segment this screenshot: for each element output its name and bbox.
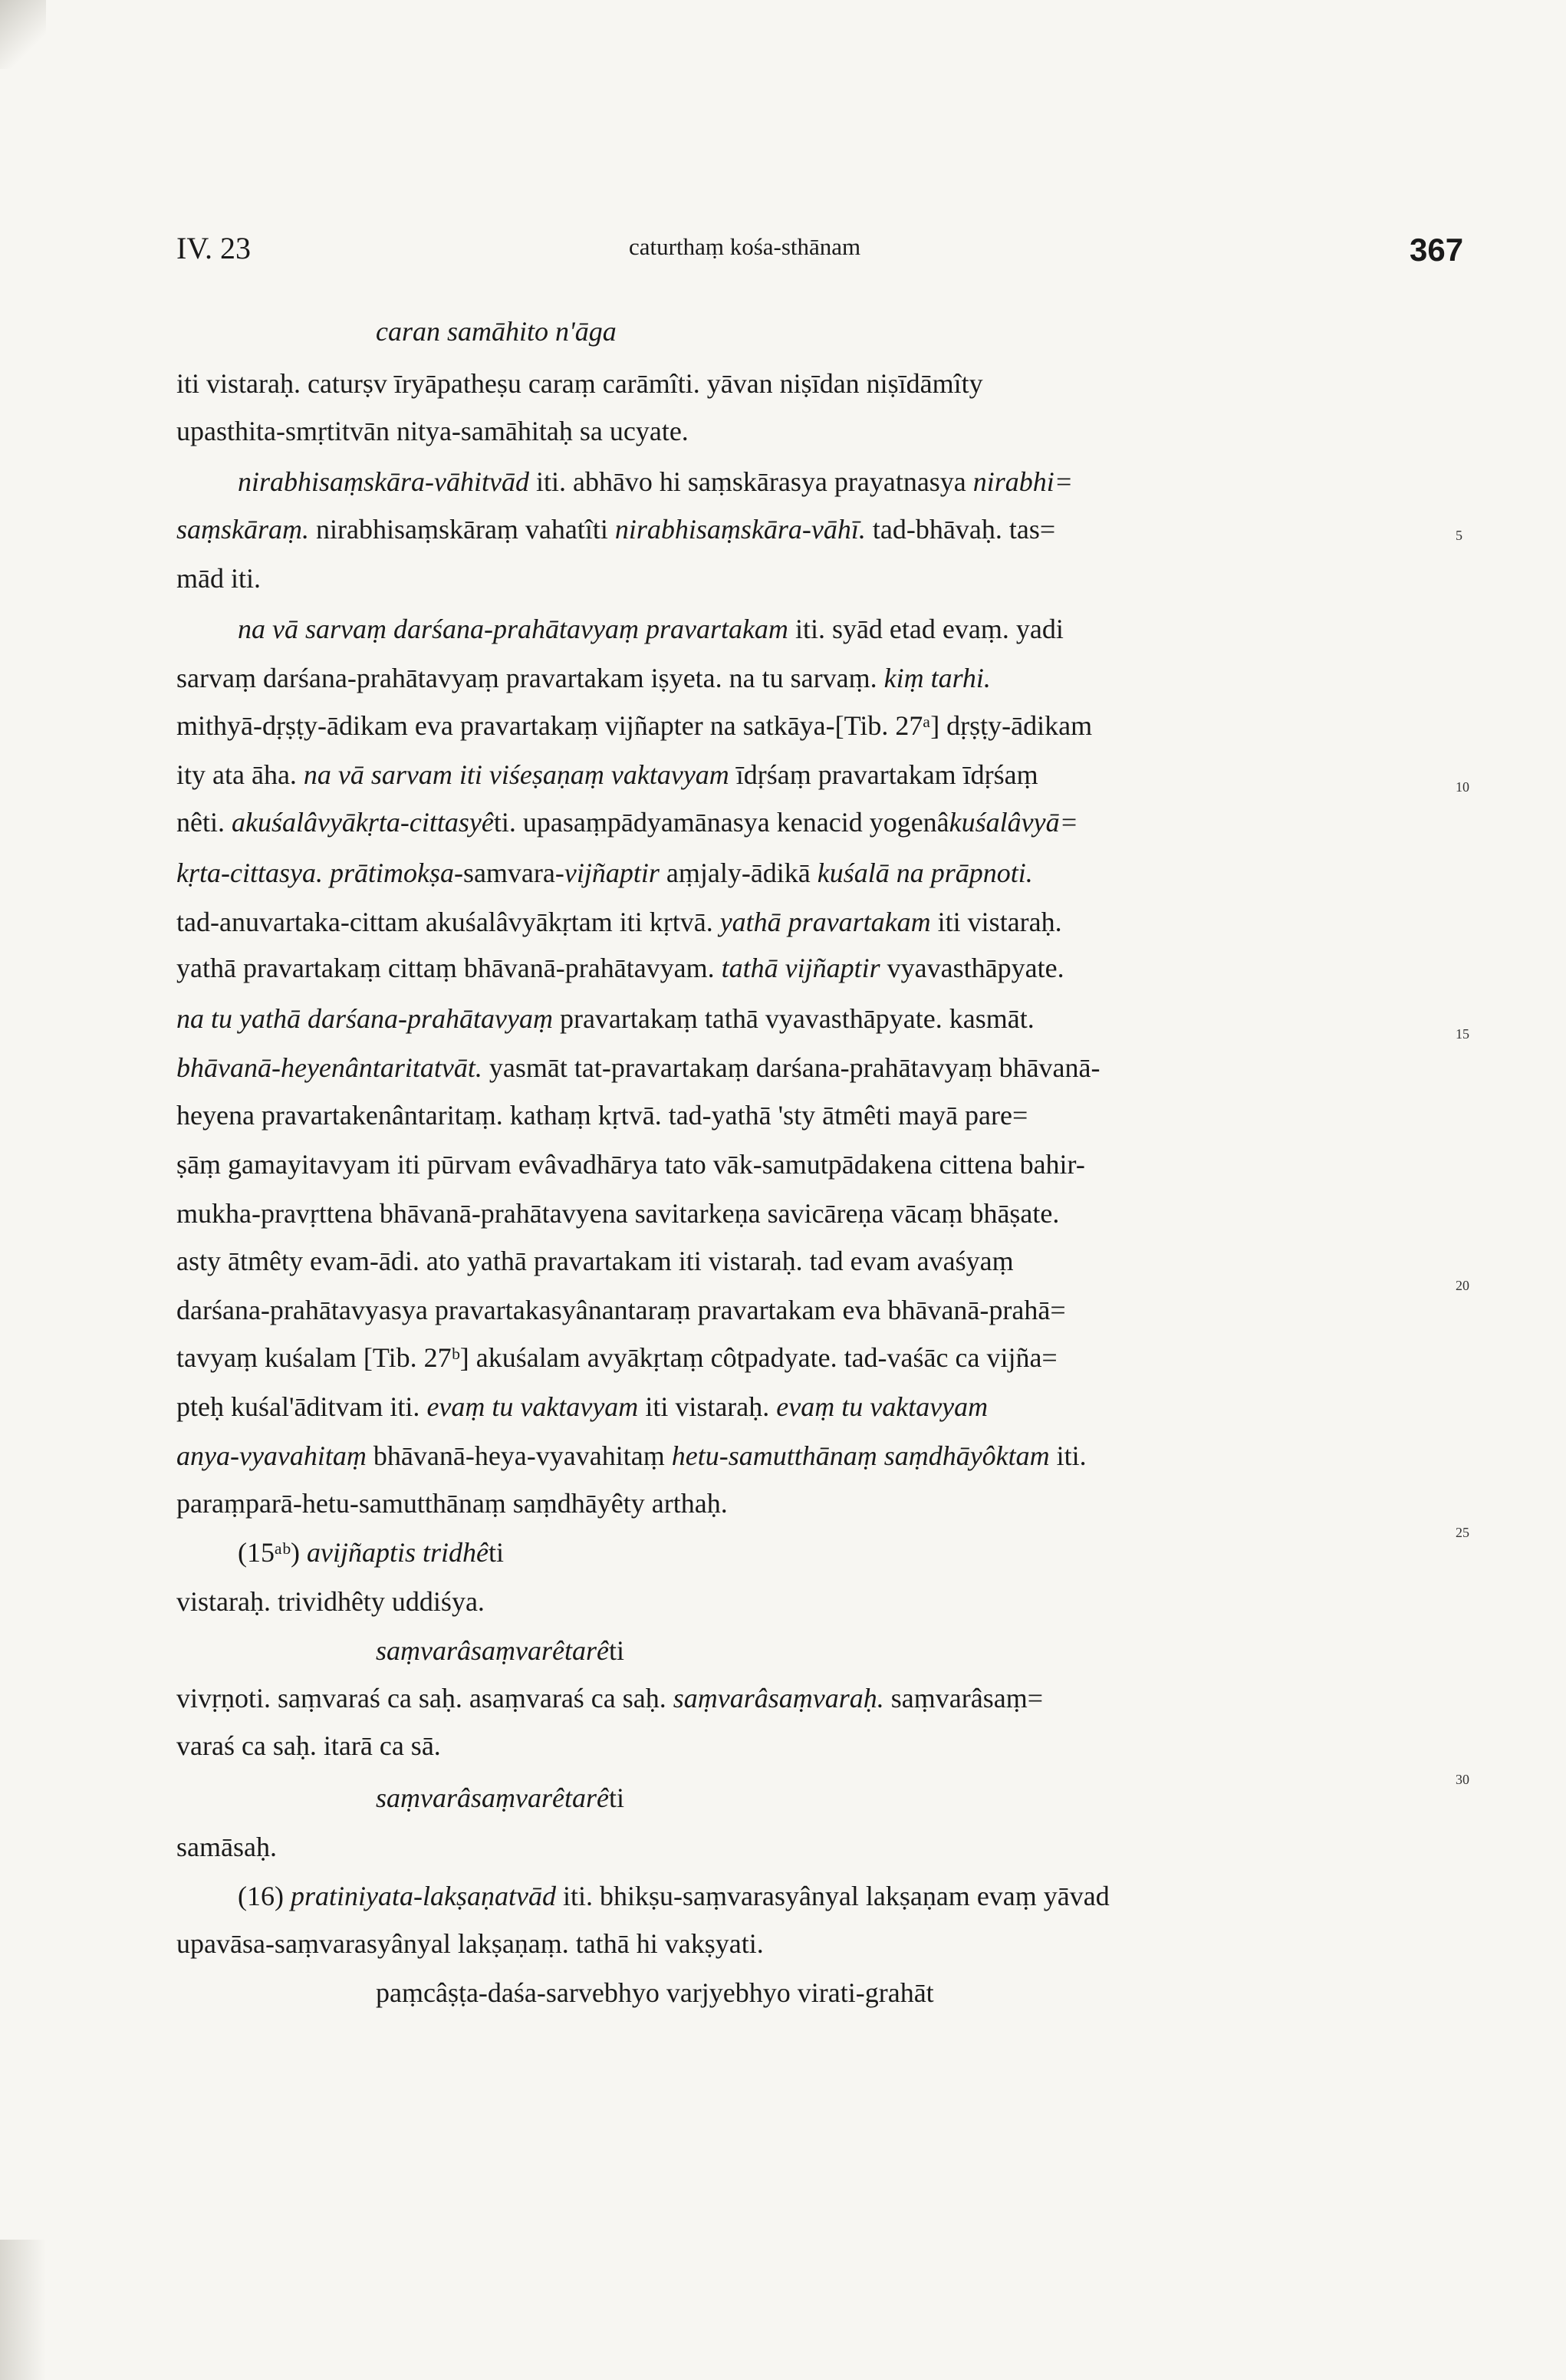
line-number: 15 (1456, 1026, 1469, 1042)
text-segment: varaś ca saḥ. itarā ca sā. (176, 1730, 441, 1761)
line-number: 20 (1456, 1278, 1469, 1293)
text-line (176, 709, 1092, 742)
text-segment: asty ātmêty evam-ādi. ato yathā pravartakam iti vistaraḥ. tad evam avaśyaṃ (176, 1246, 1014, 1276)
text-segment: tavyaṃ kuśalam [Tib. 27ᵇ] akuśalam avyākṛtaṃ côtpadyate. tad-vaśāc ca vijña= (176, 1342, 1058, 1373)
italic-segment: anya-vyavahitaṃ (176, 1440, 367, 1471)
italic-segment: saṃvarâsaṃvarêtarê (376, 1783, 609, 1813)
text-segment: iti. abhāvo hi saṃskārasya prayatnasya (528, 466, 973, 497)
text-segment: tad-anuvartaka-cittam akuśalâvyākṛtam iti kṛtvā. (176, 907, 720, 937)
italic-segment: akuśalâvyākṛta-cittasyê (231, 807, 494, 838)
text-segment: yasmāt tat-pravartakaṃ darśana-prahātavyaṃ bhāvanā- (482, 1052, 1100, 1083)
text-line (238, 1536, 504, 1569)
text-line (176, 951, 1064, 985)
text-line (176, 1341, 1058, 1374)
italic-segment: avijñaptis tridhê (306, 1537, 489, 1568)
scan-shadow (0, 0, 46, 69)
text-line (376, 1634, 624, 1667)
italic-segment: nirabhi= (972, 466, 1074, 497)
page-number: 367 (1410, 232, 1464, 268)
italic-segment: saṃvarâsaṃvaraḥ. (673, 1683, 884, 1713)
text-segment: darśana-prahātavyasya pravartakasyânantaraṃ pravartakam eva bhāvanā-prahā= (176, 1295, 1066, 1325)
text-segment: heyena pravartakenântaritaṃ. kathaṃ kṛtvā. tad-yathā 'sty ātmêti mayā pare= (176, 1100, 1028, 1131)
text-line (176, 1197, 1059, 1230)
text-line (238, 465, 1073, 499)
text-line (176, 1390, 988, 1424)
italic-segment: nirabhisaṃskāra-vāhitvād (238, 466, 529, 497)
italic-segment: pratiniyata-lakṣaṇatvād (290, 1881, 556, 1911)
text-line (176, 1681, 1043, 1715)
text-segment: upasthita-smṛtitvān nitya-samāhitaḥ sa ucyate. (176, 416, 689, 446)
text-segment: īdṛśaṃ pravartakam īdṛśaṃ (729, 759, 1038, 790)
text-segment: mithyā-dṛṣṭy-ādikam eva pravartakaṃ vijñapter na satkāya-[Tib. 27ᵃ] dṛṣṭy-ādikam (176, 710, 1093, 741)
text-line (176, 1927, 764, 1960)
text-line (176, 1585, 485, 1618)
text-segment: ti (488, 1537, 504, 1568)
text-segment: pteḥ kuśal'āditvam iti. (176, 1391, 427, 1422)
text-line (176, 414, 689, 448)
text-segment: samāsaḥ. (176, 1832, 277, 1862)
text-line (176, 905, 1062, 939)
text-segment: iti. bhikṣu-saṃvarasyânyal lakṣaṇam evaṃ yāvad (555, 1881, 1110, 1911)
running-title: caturthaṃ kośa-sthānam (629, 233, 861, 260)
text-segment: vyavasthāpyate. (880, 953, 1064, 983)
italic-segment: kuśalâvyā= (949, 807, 1078, 838)
text-segment: sarvaṃ darśana-prahātavyaṃ pravartakam iṣyeta. na tu sarvaṃ. (176, 663, 884, 693)
text-line (238, 612, 1064, 646)
text-line (176, 1002, 1035, 1035)
line-number: 25 (1456, 1525, 1469, 1540)
text-segment: nirabhisaṃskāraṃ vahatîti (309, 514, 615, 545)
text-line (176, 367, 983, 400)
line-number: 30 (1456, 1772, 1469, 1787)
italic-segment: yathā pravartakam (719, 907, 931, 937)
text-segment: pravartakaṃ tathā vyavasthāpyate. kasmāt. (552, 1003, 1035, 1034)
italic-segment: evaṃ tu vaktavyam (426, 1391, 639, 1422)
text-line (176, 1486, 728, 1520)
text-line (176, 1729, 441, 1763)
text-line (176, 1147, 1085, 1181)
text-line (376, 1976, 934, 2010)
text-segment: (16) (238, 1881, 291, 1911)
text-segment: paraṃparā-hetu-samutthānaṃ saṃdhāyêty arthaḥ. (176, 1488, 728, 1519)
text-line (176, 661, 991, 695)
italic-segment: kiṃ tarhi. (883, 663, 991, 693)
text-segment: mād iti. (176, 563, 261, 594)
text-segment: bhāvanā-heya-vyavahitaṃ (366, 1440, 672, 1471)
italic-segment: bhāvanā-heyenântaritatvāt. (176, 1052, 482, 1083)
italic-segment: caran samāhito n'āga (376, 316, 617, 347)
text-segment: tad-bhāvaḥ. tas= (865, 514, 1056, 545)
italic-segment: tathā vijñaptir (721, 953, 880, 983)
italic-segment: na tu yathā darśana-prahātavyaṃ (176, 1003, 553, 1034)
italic-segment: kuśalā na prāpnoti. (817, 858, 1033, 888)
text-line (176, 1244, 1014, 1278)
text-segment: -samvara- (453, 858, 564, 888)
text-segment: ity ata āha. (176, 759, 304, 790)
line-number: 10 (1456, 779, 1469, 795)
text-line (176, 758, 1038, 792)
text-segment: ti (608, 1783, 624, 1813)
text-line (176, 805, 1078, 839)
text-segment: iti vistaraḥ. (930, 907, 1062, 937)
text-line (176, 561, 261, 595)
italic-segment: vijñaptir (564, 858, 660, 888)
text-line (176, 512, 1055, 546)
italic-segment: kṛta-cittasya. prātimokṣa (176, 858, 454, 888)
italic-segment: na vā sarvaṃ darśana-prahātavyaṃ pravartakam (238, 614, 788, 644)
text-segment: upavāsa-saṃvarasyânyal lakṣaṇaṃ. tathā hi vakṣyati. (176, 1928, 764, 1959)
text-segment: vistaraḥ. trividhêty uddiśya. (176, 1586, 485, 1617)
text-line (376, 314, 617, 348)
text-segment: iti. (1049, 1440, 1087, 1471)
text-segment: aṃjaly-ādikā (659, 858, 818, 888)
text-line (176, 1098, 1028, 1132)
text-line (176, 856, 1033, 890)
text-line (176, 1051, 1100, 1085)
italic-segment: evaṃ tu vaktavyam (776, 1391, 989, 1422)
text-segment: nêti. (176, 807, 232, 838)
text-segment: yathā pravartakaṃ cittaṃ bhāvanā-prahātavyam. (176, 953, 722, 983)
text-segment: iti. syād etad evaṃ. yadi (788, 614, 1064, 644)
text-segment: paṃcâṣṭa-daśa-sarvebhyo varjyebhyo virati-grahāt (376, 1977, 934, 2008)
italic-segment: nirabhisaṃskāra-vāhī. (614, 514, 866, 545)
italic-segment: hetu-samutthānaṃ saṃdhāyôktam (671, 1440, 1050, 1471)
text-segment: vivṛṇoti. saṃvaraś ca saḥ. asaṃvaraś ca saḥ. (176, 1683, 673, 1713)
text-line (238, 1879, 1110, 1913)
line-number: 5 (1456, 528, 1462, 543)
text-line (176, 1830, 277, 1864)
text-segment: mukha-pravṛttena bhāvanā-prahātavyena savitarkeṇa savicāreṇa vācaṃ bhāṣate. (176, 1198, 1060, 1229)
text-segment: ti (608, 1635, 624, 1666)
italic-segment: saṃvarâsaṃvarêtarê (376, 1635, 609, 1666)
scan-shadow (0, 2240, 46, 2380)
italic-segment: na vā sarvam iti viśeṣaṇaṃ vaktavyam (303, 759, 729, 790)
text-segment: (15ᵃᵇ) (238, 1537, 307, 1568)
chapter-reference: IV. 23 (176, 231, 252, 265)
italic-segment: saṃskāraṃ. (176, 514, 310, 545)
text-segment: iti vistaraḥ. caturṣv īryāpatheṣu caraṃ carāmîti. yāvan niṣīdan niṣīdāmîty (176, 368, 983, 399)
text-line (176, 1293, 1066, 1327)
text-segment: ti. upasaṃpādyamānasya kenacid yogenâ (493, 807, 949, 838)
text-line (176, 1439, 1087, 1473)
text-line (376, 1781, 624, 1815)
text-segment: saṃvarâsaṃ= (883, 1683, 1043, 1713)
text-segment: ṣāṃ gamayitavyam iti pūrvam evâvadhārya tato vāk-samutpādakena cittena bahir- (176, 1149, 1085, 1180)
text-segment: iti vistaraḥ. (638, 1391, 777, 1422)
